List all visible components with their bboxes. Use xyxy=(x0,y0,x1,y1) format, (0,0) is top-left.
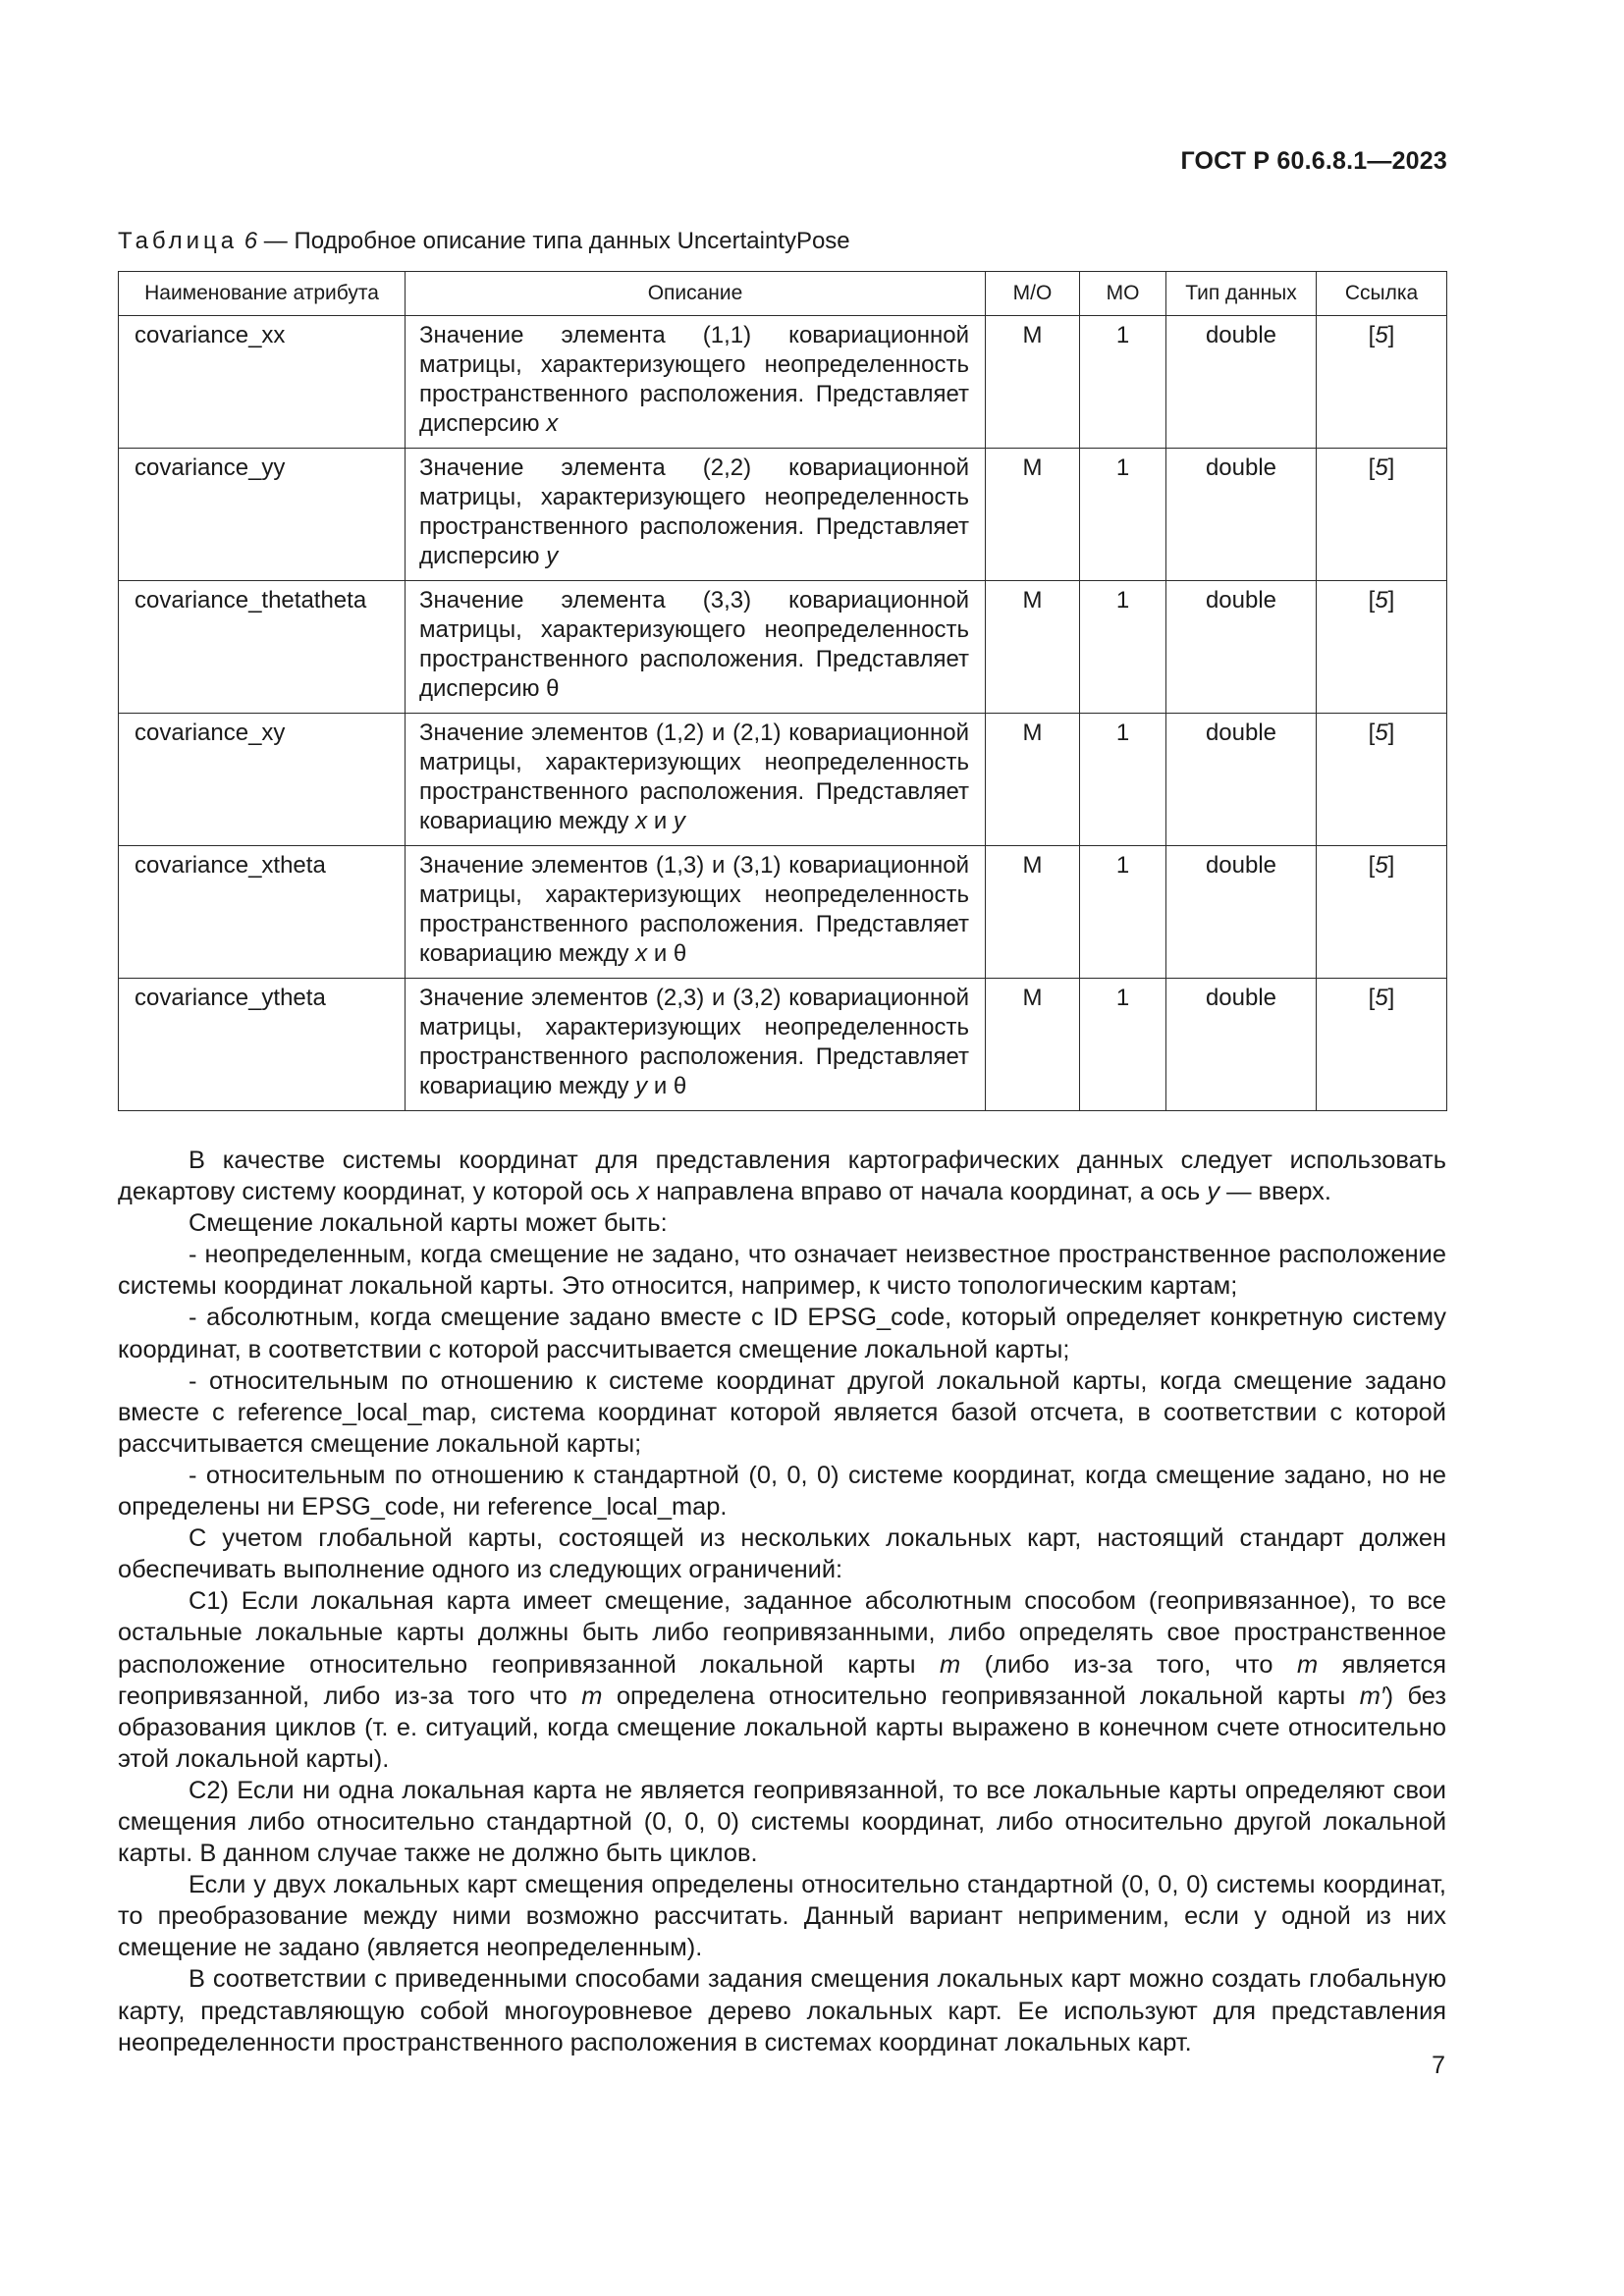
column-header: Ссылка xyxy=(1317,272,1447,316)
data-type: double xyxy=(1166,316,1317,449)
document-code: ГОСТ Р 60.6.8.1—2023 xyxy=(1180,147,1447,175)
attribute-name: covariance_xy xyxy=(119,714,406,846)
paragraph: Если у двух локальных карт смещения определены относительно стандартной (0, 0, 0) системы координат, то преобразование между ними возможно рассчитать. Данный вариант неприменим, если у одной из них смещение не задано (является неопределенным). xyxy=(118,1871,1446,1962)
mandatory-optional: M xyxy=(986,449,1080,581)
caption-number: 6 xyxy=(244,228,258,254)
reference: [5] xyxy=(1317,449,1447,581)
attribute-name: covariance_thetatheta xyxy=(119,581,406,714)
multiplicity: 1 xyxy=(1080,846,1166,979)
paragraph: В соответствии с приведенными способами задания смещения локальных карт можно создать глобальную карту, представляющую собой многоуровневое дерево локальных карт. Ее используют для представления неопределенности пространственного расположения в системах координат локальных карт. xyxy=(118,1965,1446,2056)
attribute-name: covariance_xtheta xyxy=(119,846,406,979)
list-item: - неопределенным, когда смещение не задано, что означает неизвестное пространственное расположение системы координат локальной карты. Это относится, например, к чисто топологическим картам; xyxy=(118,1241,1446,1301)
attribute-description: Значение элемента (1,1) ковариационной матрицы, характеризующего неопределенность пространственного расположения. Представляет дисперсию x xyxy=(406,316,986,449)
table-row xyxy=(119,581,1447,714)
mandatory-optional: M xyxy=(986,316,1080,449)
column-header: М/О xyxy=(986,272,1080,316)
page-number: 7 xyxy=(1432,2052,1445,2079)
uncertainty-pose-table xyxy=(118,271,1447,1111)
attribute-description: Значение элемента (2,2) ковариационной матрицы, характеризующего неопределенность пространственного расположения. Представляет дисперсию y xyxy=(406,449,986,581)
reference: [5] xyxy=(1317,846,1447,979)
paragraph: В качестве системы координат для представления картографических данных следует использовать декартову систему координат, у которой ось x направлена вправо от начала координат, а ось y — вверх. xyxy=(118,1147,1446,1206)
paragraph: Смещение локальной карты может быть: xyxy=(189,1209,668,1238)
reference: [5] xyxy=(1317,316,1447,449)
constraint-c2: С2) Если ни одна локальная карта не является геопривязанной, то все локальные карты определяют свои смещения либо относительно стандартной (0, 0, 0) системы координат, либо относительно другой локальной карты. В данном случае также не должно быть циклов. xyxy=(118,1776,1446,1868)
reference: [5] xyxy=(1317,714,1447,846)
column-header: Описание xyxy=(406,272,986,316)
mandatory-optional: M xyxy=(986,846,1080,979)
attribute-description: Значение элементов (2,3) и (3,2) ковариационной матрицы, характеризующих неопределенность пространственного расположения. Представляет ковариацию между y и θ xyxy=(406,979,986,1111)
table-row xyxy=(119,979,1447,1111)
mandatory-optional: M xyxy=(986,581,1080,714)
table-row xyxy=(119,846,1447,979)
attribute-name: covariance_yy xyxy=(119,449,406,581)
multiplicity: 1 xyxy=(1080,316,1166,449)
reference: [5] xyxy=(1317,581,1447,714)
list-item: - относительным по отношению к системе координат другой локальной карты, когда смещение задано вместе с reference_local_map, система координат которой является базой отсчета, в соответствии с которой рассчитывается смещение локальной карты; xyxy=(118,1366,1446,1458)
data-type: double xyxy=(1166,846,1317,979)
table-row xyxy=(119,449,1447,581)
reference: [5] xyxy=(1317,979,1447,1111)
mandatory-optional: M xyxy=(986,714,1080,846)
table-row xyxy=(119,714,1447,846)
attribute-name: covariance_xx xyxy=(119,316,406,449)
mandatory-optional: M xyxy=(986,979,1080,1111)
body-text xyxy=(118,1145,1446,2058)
caption-word: Таблица xyxy=(118,228,239,254)
column-header: Тип данных xyxy=(1166,272,1317,316)
attribute-description: Значение элемента (3,3) ковариационной матрицы, характеризующего неопределенность пространственного расположения. Представляет дисперсию θ xyxy=(406,581,986,714)
attribute-description: Значение элементов (1,3) и (3,1) ковариационной матрицы, характеризующих неопределенность пространственного расположения. Представляет ковариацию между x и θ xyxy=(406,846,986,979)
multiplicity: 1 xyxy=(1080,581,1166,714)
data-type: double xyxy=(1166,714,1317,846)
column-header: МО xyxy=(1080,272,1166,316)
table-row xyxy=(119,316,1447,449)
multiplicity: 1 xyxy=(1080,449,1166,581)
list-item: - абсолютным, когда смещение задано вместе с ID EPSG_code, который определяет конкретную систему координат, в соответствии с которой рассчитывается смещение локальной карты; xyxy=(118,1304,1446,1363)
table-header-row xyxy=(119,272,1447,316)
table-caption xyxy=(118,228,850,255)
column-header: Наименование атрибута xyxy=(119,272,406,316)
data-type: double xyxy=(1166,979,1317,1111)
data-type: double xyxy=(1166,449,1317,581)
attribute-name: covariance_ytheta xyxy=(119,979,406,1111)
caption-text: — Подробное описание типа данных UncertaintyPose xyxy=(257,228,850,254)
data-type: double xyxy=(1166,581,1317,714)
list-item: - относительным по отношению к стандартной (0, 0, 0) системе координат, когда смещение задано, но не определены ни EPSG_code, ни reference_local_map. xyxy=(118,1461,1446,1522)
attribute-description: Значение элементов (1,2) и (2,1) ковариационной матрицы, характеризующих неопределенность пространственного расположения. Представляет ковариацию между x и y xyxy=(406,714,986,846)
paragraph: С учетом глобальной карты, состоящей из нескольких локальных карт, настоящий стандарт должен обеспечивать выполнение одного из следующих ограничений: xyxy=(118,1524,1446,1584)
multiplicity: 1 xyxy=(1080,979,1166,1111)
constraint-c1: С1) Если локальная карта имеет смещение, заданное абсолютным способом (геопривязанное), то все остальные локальные карты должны быть либо геопривязанными, либо определять свое пространственное расположение относительно геопривязанной локальной карты m (либо из-за того, что m является геопривязанной, либо из-за того что m определена относительно геопривязанной локальной карты m′) без образования циклов (т. е. ситуаций, когда смещение локальной карты выражено в конечном счете относительно этой локальной карты). xyxy=(118,1587,1447,1773)
multiplicity: 1 xyxy=(1080,714,1166,846)
